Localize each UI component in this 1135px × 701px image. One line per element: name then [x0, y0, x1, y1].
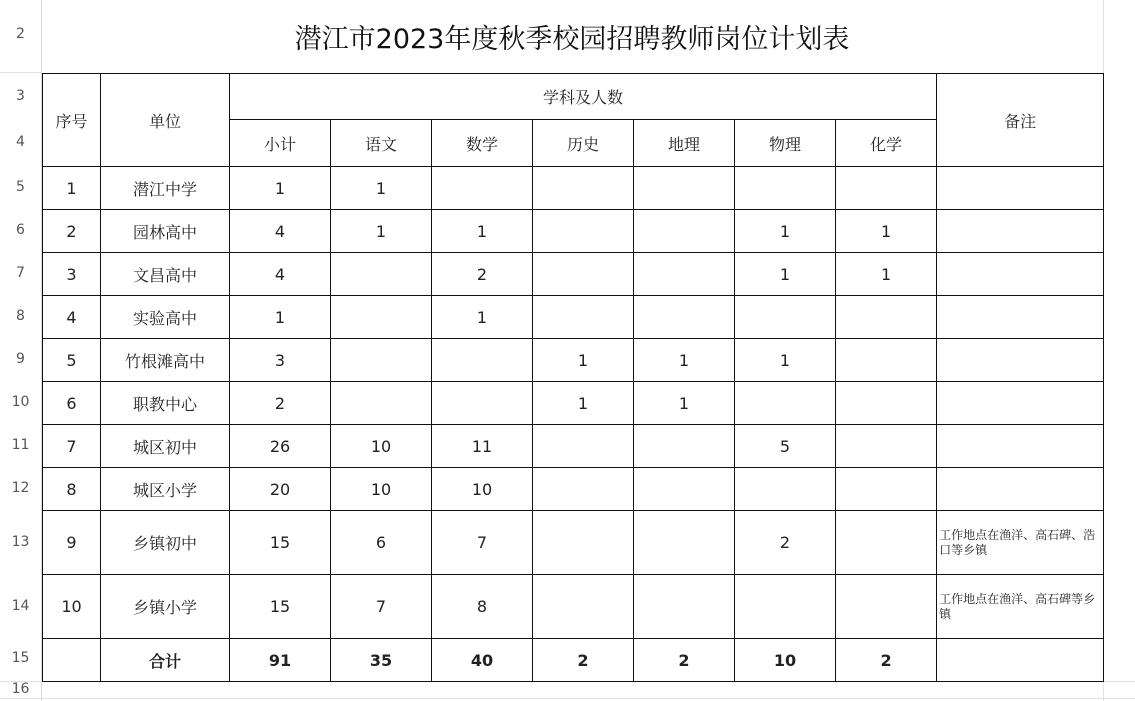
cell-subtotal[interactable]: 1 [230, 296, 331, 339]
cell-physics[interactable] [735, 575, 836, 639]
cell-math[interactable] [432, 167, 533, 210]
cell-math[interactable]: 8 [432, 575, 533, 639]
cell-chinese[interactable] [331, 253, 432, 296]
cell-unit[interactable]: 城区初中 [101, 425, 230, 468]
total-chemistry[interactable]: 2 [836, 639, 937, 682]
cell-remarks[interactable]: 工作地点在渔洋、高石碑等乡镇 [937, 575, 1104, 639]
table-row [43, 296, 1104, 339]
row-number[interactable]: 6 [16, 222, 25, 238]
cell-unit[interactable]: 竹根滩高中 [101, 339, 230, 382]
cell-chinese[interactable]: 1 [331, 167, 432, 210]
cell-geography[interactable] [634, 296, 735, 339]
total-subtotal[interactable]: 91 [230, 639, 331, 682]
cell-geography[interactable] [634, 253, 735, 296]
table-row [43, 425, 1104, 468]
table-row [43, 575, 1104, 639]
cell-history[interactable]: 1 [533, 339, 634, 382]
cell-seq[interactable]: 9 [43, 511, 101, 575]
cell-history[interactable] [533, 210, 634, 253]
cell-physics[interactable]: 1 [735, 253, 836, 296]
header-history[interactable]: 历史 [533, 120, 634, 167]
row-number[interactable]: 2 [16, 26, 25, 42]
row-number[interactable]: 5 [16, 179, 25, 195]
cell-subtotal[interactable]: 4 [230, 210, 331, 253]
cell-subtotal[interactable]: 15 [230, 511, 331, 575]
total-chinese[interactable]: 35 [331, 639, 432, 682]
cell-geography[interactable] [634, 425, 735, 468]
cell-unit[interactable]: 潜江中学 [101, 167, 230, 210]
cell-math[interactable]: 2 [432, 253, 533, 296]
cell-geography[interactable] [634, 468, 735, 511]
cell-chemistry[interactable] [836, 425, 937, 468]
cell-math[interactable]: 10 [432, 468, 533, 511]
header-geography[interactable]: 地理 [634, 120, 735, 167]
cell-geography[interactable]: 1 [634, 339, 735, 382]
total-label[interactable]: 合计 [101, 639, 230, 682]
total-geography[interactable]: 2 [634, 639, 735, 682]
cell-math[interactable]: 7 [432, 511, 533, 575]
cell-seq[interactable]: 6 [43, 382, 101, 425]
cell-remarks[interactable] [937, 339, 1104, 382]
cell-remarks[interactable]: 工作地点在渔洋、高石碑、浩口等乡镇 [937, 511, 1104, 575]
row-number[interactable]: 3 [16, 88, 25, 104]
cell-geography[interactable] [634, 511, 735, 575]
cell-seq[interactable]: 7 [43, 425, 101, 468]
cell-remarks[interactable] [937, 382, 1104, 425]
cell-chinese[interactable] [331, 296, 432, 339]
header-remarks[interactable]: 备注 [937, 74, 1104, 167]
cell-history[interactable] [533, 296, 634, 339]
row-number[interactable]: 7 [16, 265, 25, 281]
cell-seq[interactable]: 2 [43, 210, 101, 253]
cell-unit[interactable]: 乡镇初中 [101, 511, 230, 575]
cell-physics[interactable]: 1 [735, 339, 836, 382]
cell-unit[interactable]: 文昌高中 [101, 253, 230, 296]
header-subtotal[interactable]: 小计 [230, 120, 331, 167]
cell-unit[interactable]: 乡镇小学 [101, 575, 230, 639]
cell-remarks[interactable] [937, 468, 1104, 511]
row-number[interactable]: 12 [11, 480, 30, 496]
cell-subtotal[interactable]: 2 [230, 382, 331, 425]
cell-unit[interactable]: 城区小学 [101, 468, 230, 511]
header-seq[interactable]: 序号 [43, 74, 101, 167]
cell-history[interactable] [533, 425, 634, 468]
cell-chinese[interactable]: 10 [331, 468, 432, 511]
cell-seq[interactable]: 1 [43, 167, 101, 210]
cell-remarks[interactable] [937, 639, 1104, 682]
cell-seq[interactable]: 5 [43, 339, 101, 382]
cell-history[interactable] [533, 253, 634, 296]
cell-history[interactable] [533, 575, 634, 639]
header-chemistry[interactable]: 化学 [836, 120, 937, 167]
cell-subtotal[interactable]: 26 [230, 425, 331, 468]
cell-chinese[interactable] [331, 339, 432, 382]
total-physics[interactable]: 10 [735, 639, 836, 682]
header-subjects-group[interactable]: 学科及人数 [230, 74, 937, 120]
cell-unit[interactable]: 实验高中 [101, 296, 230, 339]
table-row [43, 167, 1104, 210]
page-title[interactable]: 潜江市2023年度秋季校园招聘教师岗位计划表 [294, 23, 850, 55]
row-number[interactable]: 13 [11, 534, 30, 550]
table-row [43, 468, 1104, 511]
cell-chemistry[interactable]: 1 [836, 253, 937, 296]
header-math[interactable]: 数学 [432, 120, 533, 167]
table-row [43, 511, 1104, 575]
row-number[interactable]: 4 [16, 134, 25, 150]
cell-subtotal[interactable]: 4 [230, 253, 331, 296]
cell-math[interactable]: 1 [432, 210, 533, 253]
cell-subtotal[interactable]: 15 [230, 575, 331, 639]
row-number[interactable]: 14 [11, 598, 30, 614]
cell-physics[interactable] [735, 296, 836, 339]
row-number[interactable]: 11 [11, 437, 30, 453]
cell-physics[interactable]: 1 [735, 210, 836, 253]
cell-history[interactable] [533, 468, 634, 511]
plan-table [42, 73, 1104, 682]
cell-physics[interactable]: 2 [735, 511, 836, 575]
row-number[interactable]: 9 [16, 351, 25, 367]
cell-geography[interactable] [634, 167, 735, 210]
table-row [43, 210, 1104, 253]
cell-chemistry[interactable] [836, 468, 937, 511]
cell-chemistry[interactable] [836, 296, 937, 339]
cell-geography[interactable] [634, 575, 735, 639]
cell-seq[interactable]: 10 [43, 575, 101, 639]
cell-geography[interactable] [634, 210, 735, 253]
cell-remarks[interactable] [937, 296, 1104, 339]
row-number[interactable]: 8 [16, 308, 25, 324]
row-number[interactable]: 15 [11, 650, 30, 666]
cell-subtotal[interactable]: 1 [230, 167, 331, 210]
cell-chinese[interactable]: 6 [331, 511, 432, 575]
cell-chinese[interactable]: 10 [331, 425, 432, 468]
cell-subtotal[interactable]: 3 [230, 339, 331, 382]
cell-math[interactable] [432, 382, 533, 425]
header-physics[interactable]: 物理 [735, 120, 836, 167]
cell-math[interactable]: 11 [432, 425, 533, 468]
total-row [43, 639, 1104, 682]
cell-history[interactable] [533, 167, 634, 210]
cell-physics[interactable] [735, 468, 836, 511]
cell-chemistry[interactable] [836, 575, 937, 639]
cell-physics[interactable] [735, 382, 836, 425]
cell-seq[interactable] [43, 639, 101, 682]
table-row [43, 339, 1104, 382]
header-row [43, 74, 1104, 120]
cell-physics[interactable]: 5 [735, 425, 836, 468]
cell-math[interactable] [432, 339, 533, 382]
cell-chemistry[interactable] [836, 511, 937, 575]
total-history[interactable]: 2 [533, 639, 634, 682]
cell-chinese[interactable] [331, 382, 432, 425]
cell-remarks[interactable] [937, 167, 1104, 210]
cell-unit[interactable]: 职教中心 [101, 382, 230, 425]
cell-chinese[interactable]: 7 [331, 575, 432, 639]
cell-history[interactable]: 1 [533, 382, 634, 425]
cell-seq[interactable]: 8 [43, 468, 101, 511]
cell-math[interactable]: 1 [432, 296, 533, 339]
total-math[interactable]: 40 [432, 639, 533, 682]
table-row [43, 382, 1104, 425]
cell-chemistry[interactable] [836, 167, 937, 210]
cell-chemistry[interactable]: 1 [836, 210, 937, 253]
cell-unit[interactable]: 园林高中 [101, 210, 230, 253]
cell-remarks[interactable] [937, 425, 1104, 468]
header-unit[interactable]: 单位 [101, 74, 230, 167]
cell-seq[interactable]: 3 [43, 253, 101, 296]
cell-physics[interactable] [735, 167, 836, 210]
cell-chemistry[interactable] [836, 382, 937, 425]
cell-remarks[interactable] [937, 253, 1104, 296]
cell-chemistry[interactable] [836, 339, 937, 382]
header-chinese[interactable]: 语文 [331, 120, 432, 167]
cell-chinese[interactable]: 1 [331, 210, 432, 253]
cell-seq[interactable]: 4 [43, 296, 101, 339]
cell-geography[interactable]: 1 [634, 382, 735, 425]
cell-subtotal[interactable]: 20 [230, 468, 331, 511]
table-row [43, 253, 1104, 296]
row-number[interactable]: 16 [11, 681, 30, 697]
gridline [0, 72, 42, 73]
cell-remarks[interactable] [937, 210, 1104, 253]
cell-history[interactable] [533, 511, 634, 575]
gridline [0, 698, 1135, 699]
row-number[interactable]: 10 [11, 394, 30, 410]
